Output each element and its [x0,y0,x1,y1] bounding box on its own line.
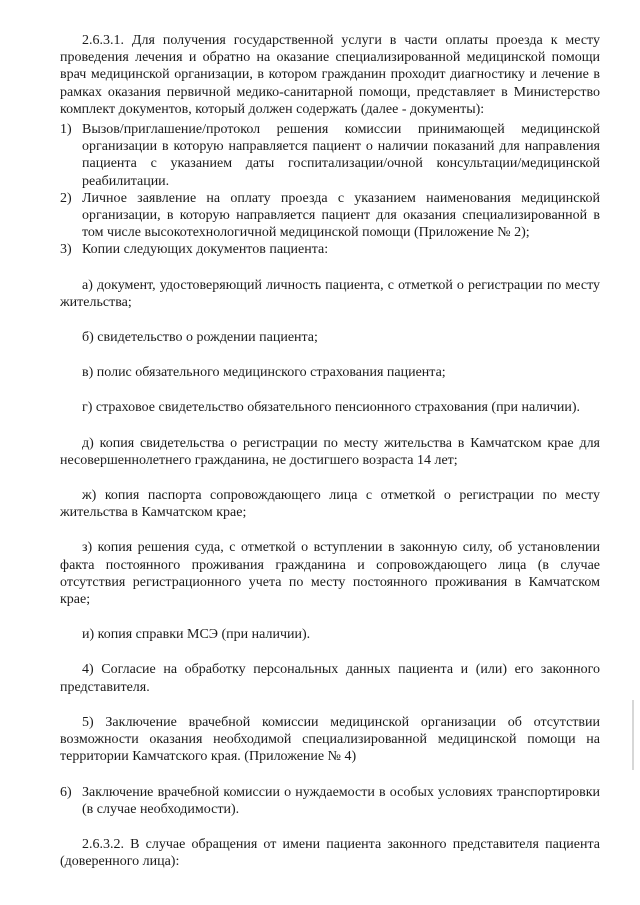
list-item-6 [60,784,600,818]
subitem-i: и) копия справки МСЭ (при наличии). [82,627,311,643]
subitem-g: г) страховое свидетельство обязательного пенсионного страхования (при наличии). [82,400,581,416]
list-item-3 [60,241,600,258]
list-item-text: Копии следующих документов пациента: [82,242,329,258]
list-item-number: 1) [60,122,72,138]
section-2-6-3-1-paragraph: 2.6.3.1. Для получения государственной услуги в части оплаты проезда к месту проведения лечения и обратно на оказание специализированной медицинской помощи врач медицинской организации, в котором гражданин проходит диагностику и лечение в рамках оказания первичной медико-санитарной помощи, представляет в Министерство комплект документов, который должен содержать (далее - документы): [60,33,600,117]
subitem-b: б) свидетельство о рождении пациента; [82,330,318,346]
list-item-text: Личное заявление на оплату проезда с указанием наименования медицинской организации, в которую направляется пациент для оказания специализированной в том числе высокотехнологичной медицинской помощи (Приложение № 2); [82,190,600,241]
subitem-a: а) документ, удостоверяющий личность пациента, с отметкой о регистрации по месту жительства; [60,277,600,310]
section-2-6-3-2-paragraph: 2.6.3.2. В случае обращения от имени пациента законного представителя пациента (доверенного лица): [60,836,600,870]
list-item-2 [60,190,600,242]
scan-edge-mark [632,700,634,770]
list-item-1 [60,121,600,190]
list-item-5: 5) Заключение врачебной комиссии медицинской организации об отсутствии возможности оказания необходимой специализированной медицинской помощи на территории Камчатского края. (Приложение № 4) [60,714,600,765]
list-item-number: 6) [60,784,72,800]
list-item-4: 4) Согласие на обработку персональных данных пациента и (или) его законного представителя. [60,662,600,695]
subitem-zh: ж) копия паспорта сопровождающего лица с отметкой о регистрации по месту жительства в Камчатском крае; [60,488,600,521]
list-item-number: 2) [60,190,72,206]
list-item-text: Заключение врачебной комиссии о нуждаемости в особых условиях транспортировки (в случае необходимости). [82,784,600,817]
subitem-z: з) копия решения суда, с отметкой о вступлении в законную силу, об установлении факта постоянного проживания гражданина и сопровождающего лица (в случае отсутствия регистрационного учета по месту постоянного проживания в Камчатском крае; [60,540,600,608]
subitem-d: д) копия свидетельства о регистрации по месту жительства в Камчатском крае для несовершеннолетнего гражданина, не достигшего возраста 14 лет; [60,435,600,468]
subitem-v: в) полис обязательного медицинского страхования пациента; [82,365,446,381]
list-item-text: Вызов/приглашение/протокол решения комиссии принимающей медицинской организации в которую направляется пациент о наличии показаний для направления пациента с указанием даты госпитализации/очной консультации/медицинской реабилитации. [82,122,600,189]
list-item-number: 3) [60,242,72,258]
